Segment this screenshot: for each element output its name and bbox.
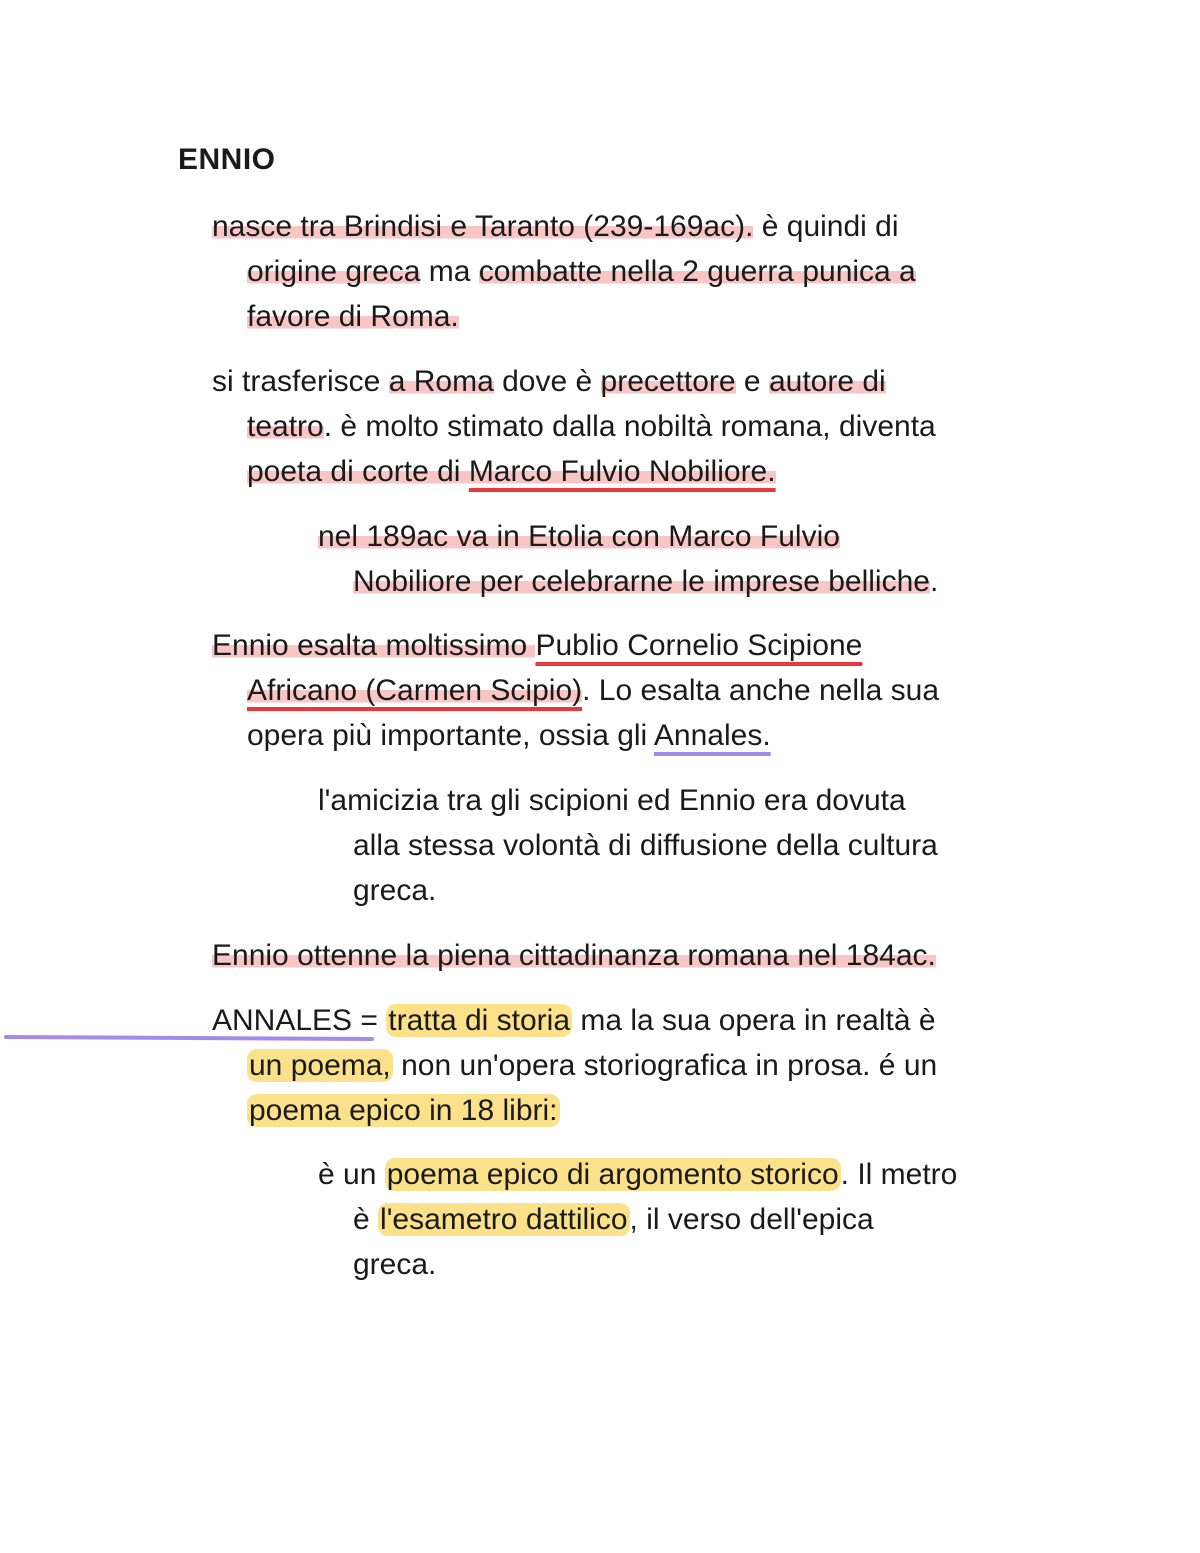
text: alla stessa volontà di diffusione della cultura [353, 829, 938, 862]
text: dove è [493, 365, 601, 398]
highlight-teatro: teatro [247, 410, 324, 443]
highlight-birth: nasce tra Brindisi e Taranto (239-169ac). [212, 210, 754, 243]
highlight-argomento: poema epico di argomento storico [386, 1158, 839, 1191]
text: non un'opera storiografica in prosa. é un [392, 1049, 938, 1082]
text: opera più importante, ossia gli [247, 719, 654, 752]
highlight-imprese: Nobiliore per celebrarne le imprese belliche [353, 565, 930, 598]
text: . Il metro [840, 1158, 958, 1191]
text: è quindi di [753, 210, 899, 243]
highlight-cittadinanza: Ennio ottenne la piena cittadinanza romana nel 184ac. [212, 939, 936, 972]
text: ma [420, 255, 479, 288]
paragraph-birth [212, 204, 916, 339]
highlight-etolia: nel 189ac va in Etolia con Marco Fulvio [318, 520, 840, 553]
underline-scipione: Publio Cornelio Scipione [535, 629, 863, 662]
highlight-origin: origine greca [247, 255, 421, 288]
text: si trasferisce [212, 365, 389, 398]
text: greca. [353, 874, 437, 907]
text: l'amicizia tra gli scipioni ed Ennio era dovuta [318, 784, 906, 817]
paragraph-rome [212, 359, 936, 494]
text: , il verso dell'epica [629, 1203, 874, 1236]
highlight-poema: un poema, [249, 1049, 391, 1082]
highlight-precettore: precettore [600, 365, 736, 398]
highlight-poeta: poeta di corte di [247, 455, 469, 488]
text: e [735, 365, 769, 398]
text: è [353, 1203, 379, 1236]
text: greca. [353, 1248, 437, 1281]
highlight-war: combatte nella 2 guerra punica a [478, 255, 916, 288]
highlight-18-libri: poema epico in 18 libri: [249, 1094, 558, 1127]
paragraph-amicizia [318, 778, 938, 913]
paragraph-etolia [318, 514, 938, 604]
text: . [929, 565, 939, 598]
text: = [352, 1004, 387, 1037]
underline-annales: Annales. [653, 719, 771, 752]
highlight-a-roma: a Roma [388, 365, 494, 398]
text: è un [318, 1158, 385, 1191]
underline-nobiliore: Marco Fulvio Nobiliore. [468, 455, 776, 488]
paragraph-annales [212, 998, 937, 1133]
text: . Lo esalta anche nella sua [582, 674, 940, 707]
paragraph-scipione [212, 623, 939, 758]
document-title: ENNIO [178, 143, 276, 176]
highlight-storia: tratta di storia [388, 1004, 571, 1037]
text: ANNALES [212, 1004, 353, 1037]
highlight-esametro: l'esametro dattilico [380, 1203, 628, 1236]
highlight-autore: autore di [768, 365, 886, 398]
paragraph-metro [318, 1152, 957, 1287]
underline-africano: Africano (Carmen Scipio) [247, 674, 583, 707]
text: ma la sua opera in realtà è [572, 1004, 936, 1037]
text: . è molto stimato dalla nobiltà romana, diventa [323, 410, 936, 443]
highlight-esalta: Ennio esalta moltissimo [212, 629, 536, 662]
highlight-rome: favore di Roma. [247, 300, 459, 333]
paragraph-cittadinanza [212, 933, 936, 978]
